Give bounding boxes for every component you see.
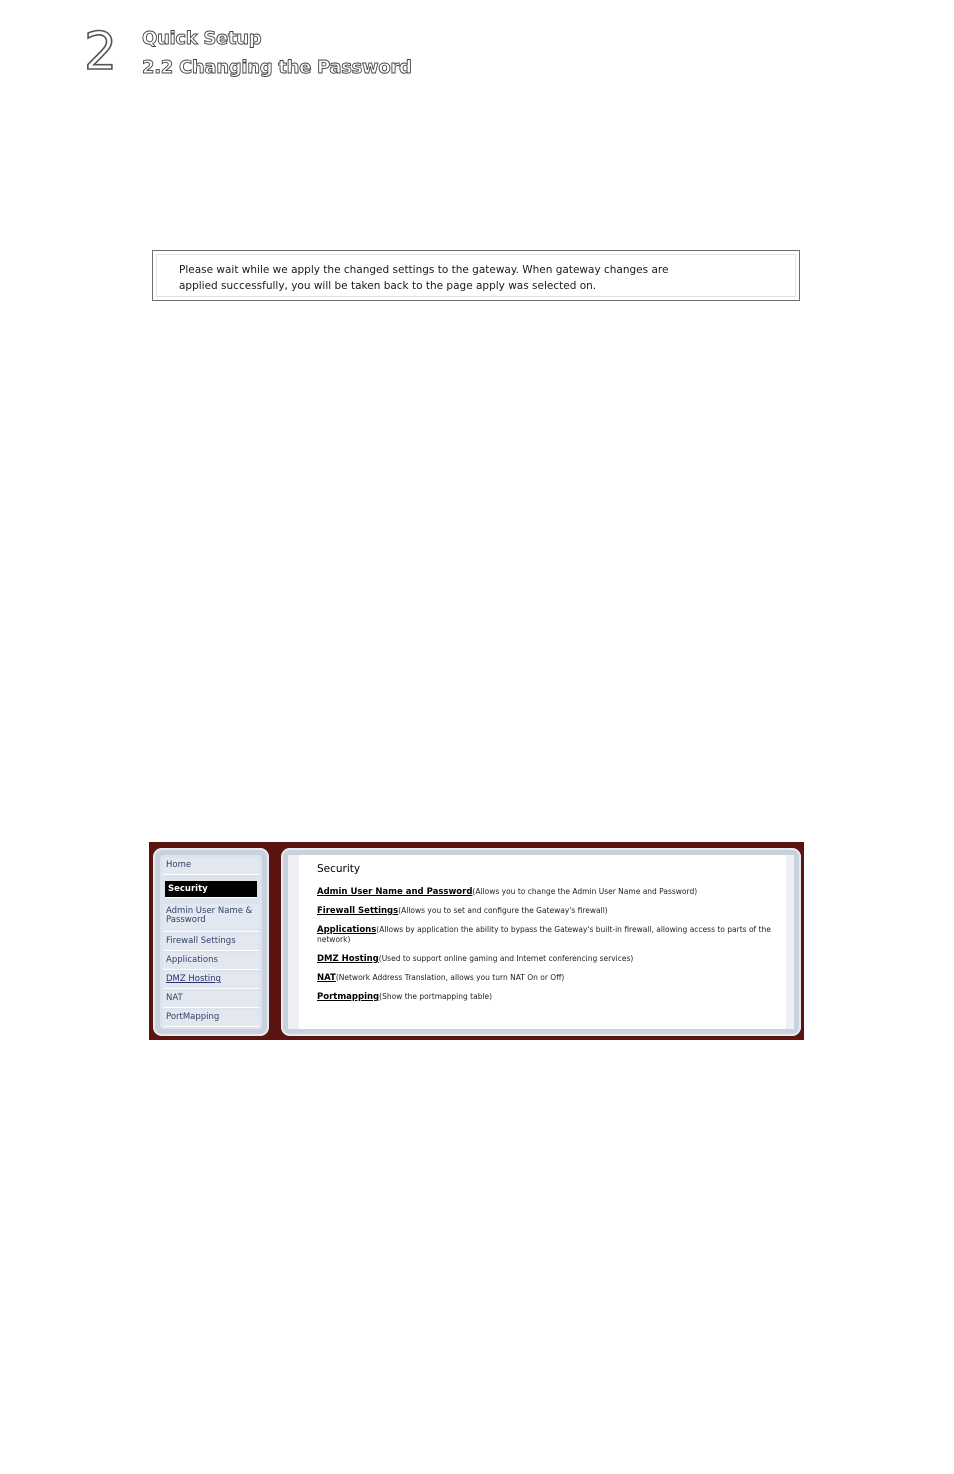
sidebar-item-nat[interactable]: NAT (163, 991, 259, 1008)
sidebar-item-applications[interactable]: Applications (163, 953, 259, 970)
section-title: 2.2 Changing the Password (142, 57, 412, 78)
wait-message-text (179, 262, 739, 294)
security-item-portmapping (317, 992, 777, 1002)
sidebar-item-security[interactable]: Security (165, 881, 257, 898)
sidebar-item-portmapping[interactable]: PortMapping (163, 1010, 259, 1027)
security-item-admin (317, 887, 777, 897)
applications-description: (Allows by application the ability to bypass the Gateway's built-in firewall, allowing access to parts of the network) (317, 925, 771, 944)
chapter-title: Quick Setup (142, 28, 262, 49)
content-scrollbar[interactable] (786, 855, 794, 1029)
admin-description: (Allows you to change the Admin User Name and Password) (472, 887, 698, 896)
content-panel (281, 848, 801, 1036)
security-item-dmz (317, 954, 777, 964)
wait-message-line-1: Please wait while we apply the changed settings to the gateway. When gateway changes are (179, 264, 669, 276)
dmz-hosting-link[interactable]: DMZ Hosting (317, 954, 379, 964)
security-item-firewall (317, 906, 777, 916)
sidebar-item-dmz-hosting[interactable]: DMZ Hosting (163, 972, 259, 989)
firewall-description: (Allows you to set and configure the Gateway's firewall) (398, 906, 608, 915)
firewall-settings-link[interactable]: Firewall Settings (317, 906, 399, 916)
wait-message-line-2: applied successfully, you will be taken back to the page apply was selected on. (179, 280, 597, 292)
sidebar-item-firewall-settings[interactable]: Firewall Settings (163, 934, 259, 951)
content-area (288, 855, 794, 1029)
portmapping-link[interactable]: Portmapping (317, 992, 380, 1002)
sidebar-item-home[interactable]: Home (163, 858, 259, 875)
security-item-applications (317, 925, 777, 945)
security-item-nat (317, 973, 777, 983)
nat-link[interactable]: NAT (317, 973, 336, 983)
wait-message-box (152, 250, 800, 301)
dmz-description: (Used to support online gaming and Internet conferencing services) (378, 954, 634, 963)
nat-description: (Network Address Translation, allows you turn NAT On or Off) (335, 973, 565, 982)
applications-link[interactable]: Applications (317, 925, 377, 935)
chapter-number: 2 (84, 22, 118, 82)
sidebar-panel (153, 848, 269, 1036)
sidebar-item-admin-user-name-password[interactable]: Admin User Name & Password (163, 904, 259, 932)
page-title: Security (317, 863, 361, 875)
portmapping-description: (Show the portmapping table) (379, 992, 493, 1001)
security-page-screenshot (149, 842, 804, 1040)
content-left-border (288, 855, 299, 1029)
sidebar-nav (160, 855, 262, 1029)
admin-user-name-password-link[interactable]: Admin User Name and Password (317, 887, 473, 897)
